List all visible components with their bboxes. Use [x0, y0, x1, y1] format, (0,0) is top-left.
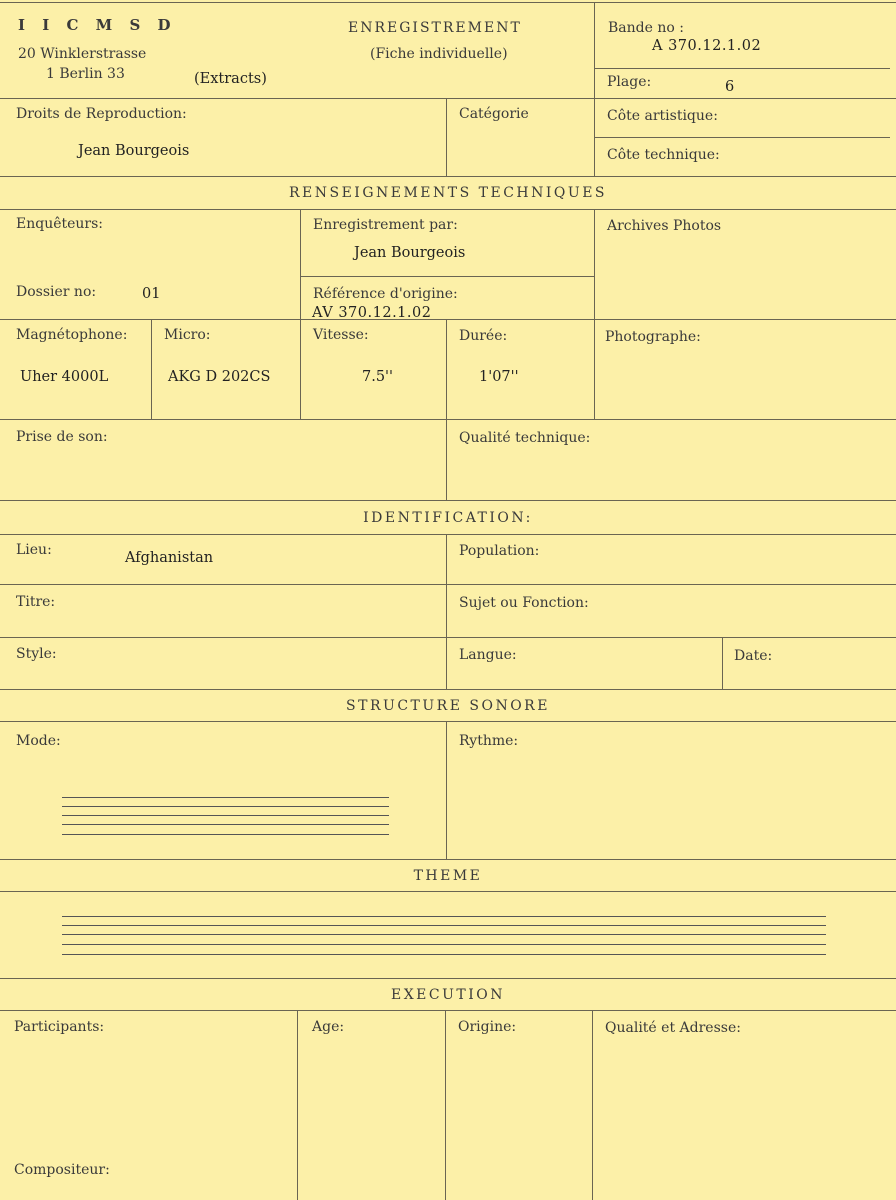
plage-value: 6 [725, 79, 735, 95]
magnetophone-value: Uher 4000L [20, 369, 109, 385]
divider-cote [594, 137, 890, 138]
archives-photos-label: Archives Photos [607, 218, 722, 234]
vitesse-label: Vitesse: [313, 327, 369, 343]
vline-age [297, 1010, 298, 1200]
org-logo: I I C M S D [18, 16, 177, 34]
staff-line [62, 834, 389, 835]
staff-line [62, 925, 826, 926]
staff-line [62, 934, 826, 935]
duree-value: 1'07'' [479, 369, 519, 385]
lieu-label: Lieu: [16, 542, 52, 558]
vline-micro [151, 319, 152, 419]
vline-qualite [446, 419, 447, 500]
cote-technique-label: Côte technique: [607, 147, 720, 163]
titre-label: Titre: [16, 594, 56, 610]
duree-label: Durée: [459, 328, 508, 344]
vline-categorie-right [594, 98, 595, 176]
staff-line [62, 806, 389, 807]
divider-header [0, 98, 896, 99]
address-line-1: 20 Winklerstrasse [18, 46, 147, 62]
divider-titre [0, 637, 896, 638]
divider-structure [0, 721, 896, 722]
staff-line [62, 916, 826, 917]
reference-label: Référence d'origine: [313, 286, 458, 302]
vline-qualite-adresse [592, 1010, 593, 1200]
staff-line [62, 815, 389, 816]
enregistrement-par-label: Enregistrement par: [313, 217, 458, 233]
divider-mode [0, 859, 896, 860]
dossier-value: 01 [142, 286, 161, 302]
divider-theme-heading [0, 891, 896, 892]
vline-archives [594, 209, 595, 419]
mode-label: Mode: [16, 733, 61, 749]
enqueteurs-label: Enquêteurs: [16, 216, 104, 232]
extracts-note: (Extracts) [194, 71, 267, 87]
staff-line [62, 797, 389, 798]
staff-line [62, 954, 826, 955]
participants-label: Participants: [14, 1019, 105, 1035]
droits-label: Droits de Reproduction: [16, 106, 187, 122]
divider-theme [0, 978, 896, 979]
form-subtitle: (Fiche individuelle) [370, 46, 508, 62]
compositeur-label: Compositeur: [14, 1162, 110, 1178]
section-identification: IDENTIFICATION: [363, 510, 533, 526]
divider-enregistrement [300, 276, 594, 277]
qualite-adresse-label: Qualité et Adresse: [605, 1020, 741, 1036]
vline-duree [446, 319, 447, 419]
vline-date [722, 637, 723, 689]
style-label: Style: [16, 646, 57, 662]
photographe-label: Photographe: [605, 329, 701, 345]
section-renseignements: RENSEIGNEMENTS TECHNIQUES [288, 185, 608, 201]
plage-label: Plage: [607, 74, 652, 90]
langue-label: Langue: [459, 647, 517, 663]
border-top [0, 2, 896, 3]
divider-execution [0, 1010, 896, 1011]
date-label: Date: [734, 648, 773, 664]
address-line-2: 1 Berlin 33 [46, 66, 125, 82]
droits-value: Jean Bourgeois [78, 143, 190, 159]
section-structure-sonore: STRUCTURE SONORE [346, 698, 550, 714]
micro-value: AKG D 202CS [168, 369, 271, 385]
divider-dossier [0, 319, 896, 320]
section-theme: THEME [413, 868, 483, 884]
divider-bande-plage [594, 68, 890, 69]
micro-label: Micro: [164, 327, 211, 343]
vline-origine [445, 1010, 446, 1200]
staff-line [62, 824, 389, 825]
dossier-label: Dossier no: [16, 284, 97, 300]
vline-rythme [446, 721, 447, 859]
divider-renseignements [0, 209, 896, 210]
origine-label: Origine: [458, 1019, 517, 1035]
bande-value: A 370.12.1.02 [652, 38, 762, 54]
magnetophone-label: Magnétophone: [16, 327, 128, 343]
section-execution: EXECUTION [390, 987, 505, 1003]
rythme-label: Rythme: [459, 733, 519, 749]
lieu-value: Afghanistan [125, 550, 214, 566]
vline-categorie-left [446, 98, 447, 176]
form-title: ENREGISTREMENT [348, 20, 522, 36]
prise-de-son-label: Prise de son: [16, 429, 108, 445]
reference-value: AV 370.12.1.02 [312, 305, 432, 321]
divider-lieu [0, 584, 896, 585]
categorie-label: Catégorie [459, 106, 529, 122]
divider-equipment [0, 419, 896, 420]
divider-droits [0, 176, 896, 177]
sujet-label: Sujet ou Fonction: [459, 595, 589, 611]
divider-prise [0, 500, 896, 501]
cote-artistique-label: Côte artistique: [607, 108, 718, 124]
age-label: Age: [312, 1019, 345, 1035]
vline-header [594, 2, 595, 98]
vitesse-value: 7.5'' [362, 369, 394, 385]
population-label: Population: [459, 543, 540, 559]
vline-identification [446, 534, 447, 689]
vline-enregistrement [300, 209, 301, 419]
bande-label: Bande no : [608, 20, 684, 36]
qualite-technique-label: Qualité technique: [459, 430, 591, 446]
staff-line [62, 944, 826, 945]
enregistrement-par-value: Jean Bourgeois [354, 245, 466, 261]
divider-style [0, 689, 896, 690]
divider-identification [0, 534, 896, 535]
